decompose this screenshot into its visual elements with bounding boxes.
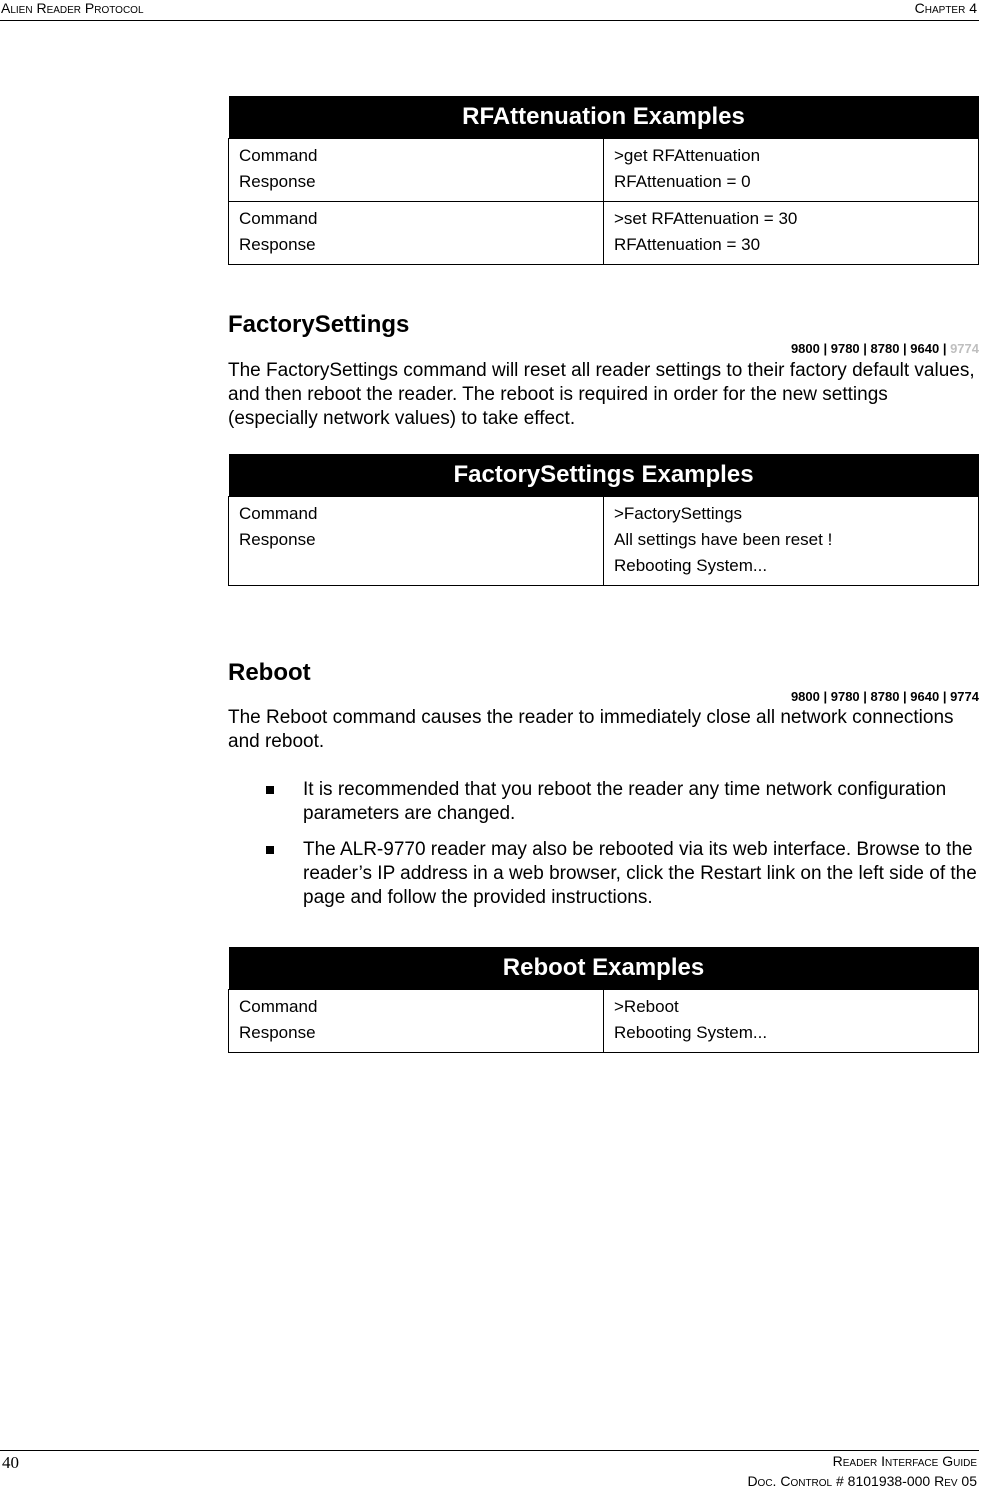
page-number: 40 [2,1453,19,1472]
cell-value: RFAttenuation = 30 [614,235,761,254]
page-header [0,0,979,21]
list-item-text: It is recommended that you reboot the reader any time network configuration parameters are changed. [303,779,947,824]
reboot-model-list: 9800 | 9780 | 8780 | 9640 | 9774 [790,689,979,704]
factorysettings-description: The FactorySettings command will reset all reader settings to their factory default values, and then reboot the reader. The reboot is required in order for the new settings (especially network values) to take effect. [228,360,975,429]
reboot-heading: Reboot [228,659,311,686]
cell-label: Command [239,146,318,165]
table-title: FactorySettings Examples [229,454,979,497]
list-item [228,778,979,826]
footer-doc-control: Doc. Control # 8101938-000 Rev 05 [747,1473,977,1489]
rfattenuation-examples-table [228,96,979,265]
model-list-unsupported: 9774 [950,341,979,356]
factorysettings-examples-table [228,454,979,586]
table-row [229,202,979,265]
cell-label: Response [239,235,316,254]
model-list-supported: 9800 | 9780 | 8780 | 9640 | [790,341,951,356]
cell-label: Response [239,172,316,191]
cell-label: Command [239,504,318,523]
cell-label: Response [239,530,316,549]
cell-label: Command [239,997,318,1016]
cell-value: >get RFAttenuation [614,146,761,165]
reboot-description: The Reboot command causes the reader to immediately close all network connections and reboot. [228,707,954,752]
header-left-text: Alien Reader Protocol [1,0,144,16]
factorysettings-model-list [791,341,979,356]
table-row [229,139,979,202]
cell-label: Command [239,209,318,228]
cell-value: >Reboot [614,997,679,1016]
table-title: Reboot Examples [229,947,979,990]
reboot-notes-list [228,778,979,922]
reboot-examples-table [228,947,979,1053]
factorysettings-heading: FactorySettings [228,311,410,338]
cell-value: Rebooting System... [614,1023,768,1042]
cell-value: >set RFAttenuation = 30 [614,209,798,228]
table-row [229,497,979,586]
header-right-text: Chapter 4 [914,0,977,16]
list-item-text: The ALR-9770 reader may also be rebooted via its web interface. Browse to the reader’s IP address in a web browser, click the Restart link on the left side of the page and follow the provided instructions. [303,839,977,908]
table-title: RFAttenuation Examples [229,96,979,139]
cell-value: All settings have been reset ! [614,530,833,549]
page-footer [0,1450,979,1493]
cell-label: Response [239,1023,316,1042]
table-row [229,990,979,1053]
cell-value: RFAttenuation = 0 [614,172,751,191]
cell-value: >FactorySettings [614,504,743,523]
bullet-square-icon [266,846,274,854]
list-item [228,838,979,910]
footer-guide-title: Reader Interface Guide [832,1453,977,1469]
bullet-square-icon [266,786,274,794]
cell-value: Rebooting System... [614,556,768,575]
